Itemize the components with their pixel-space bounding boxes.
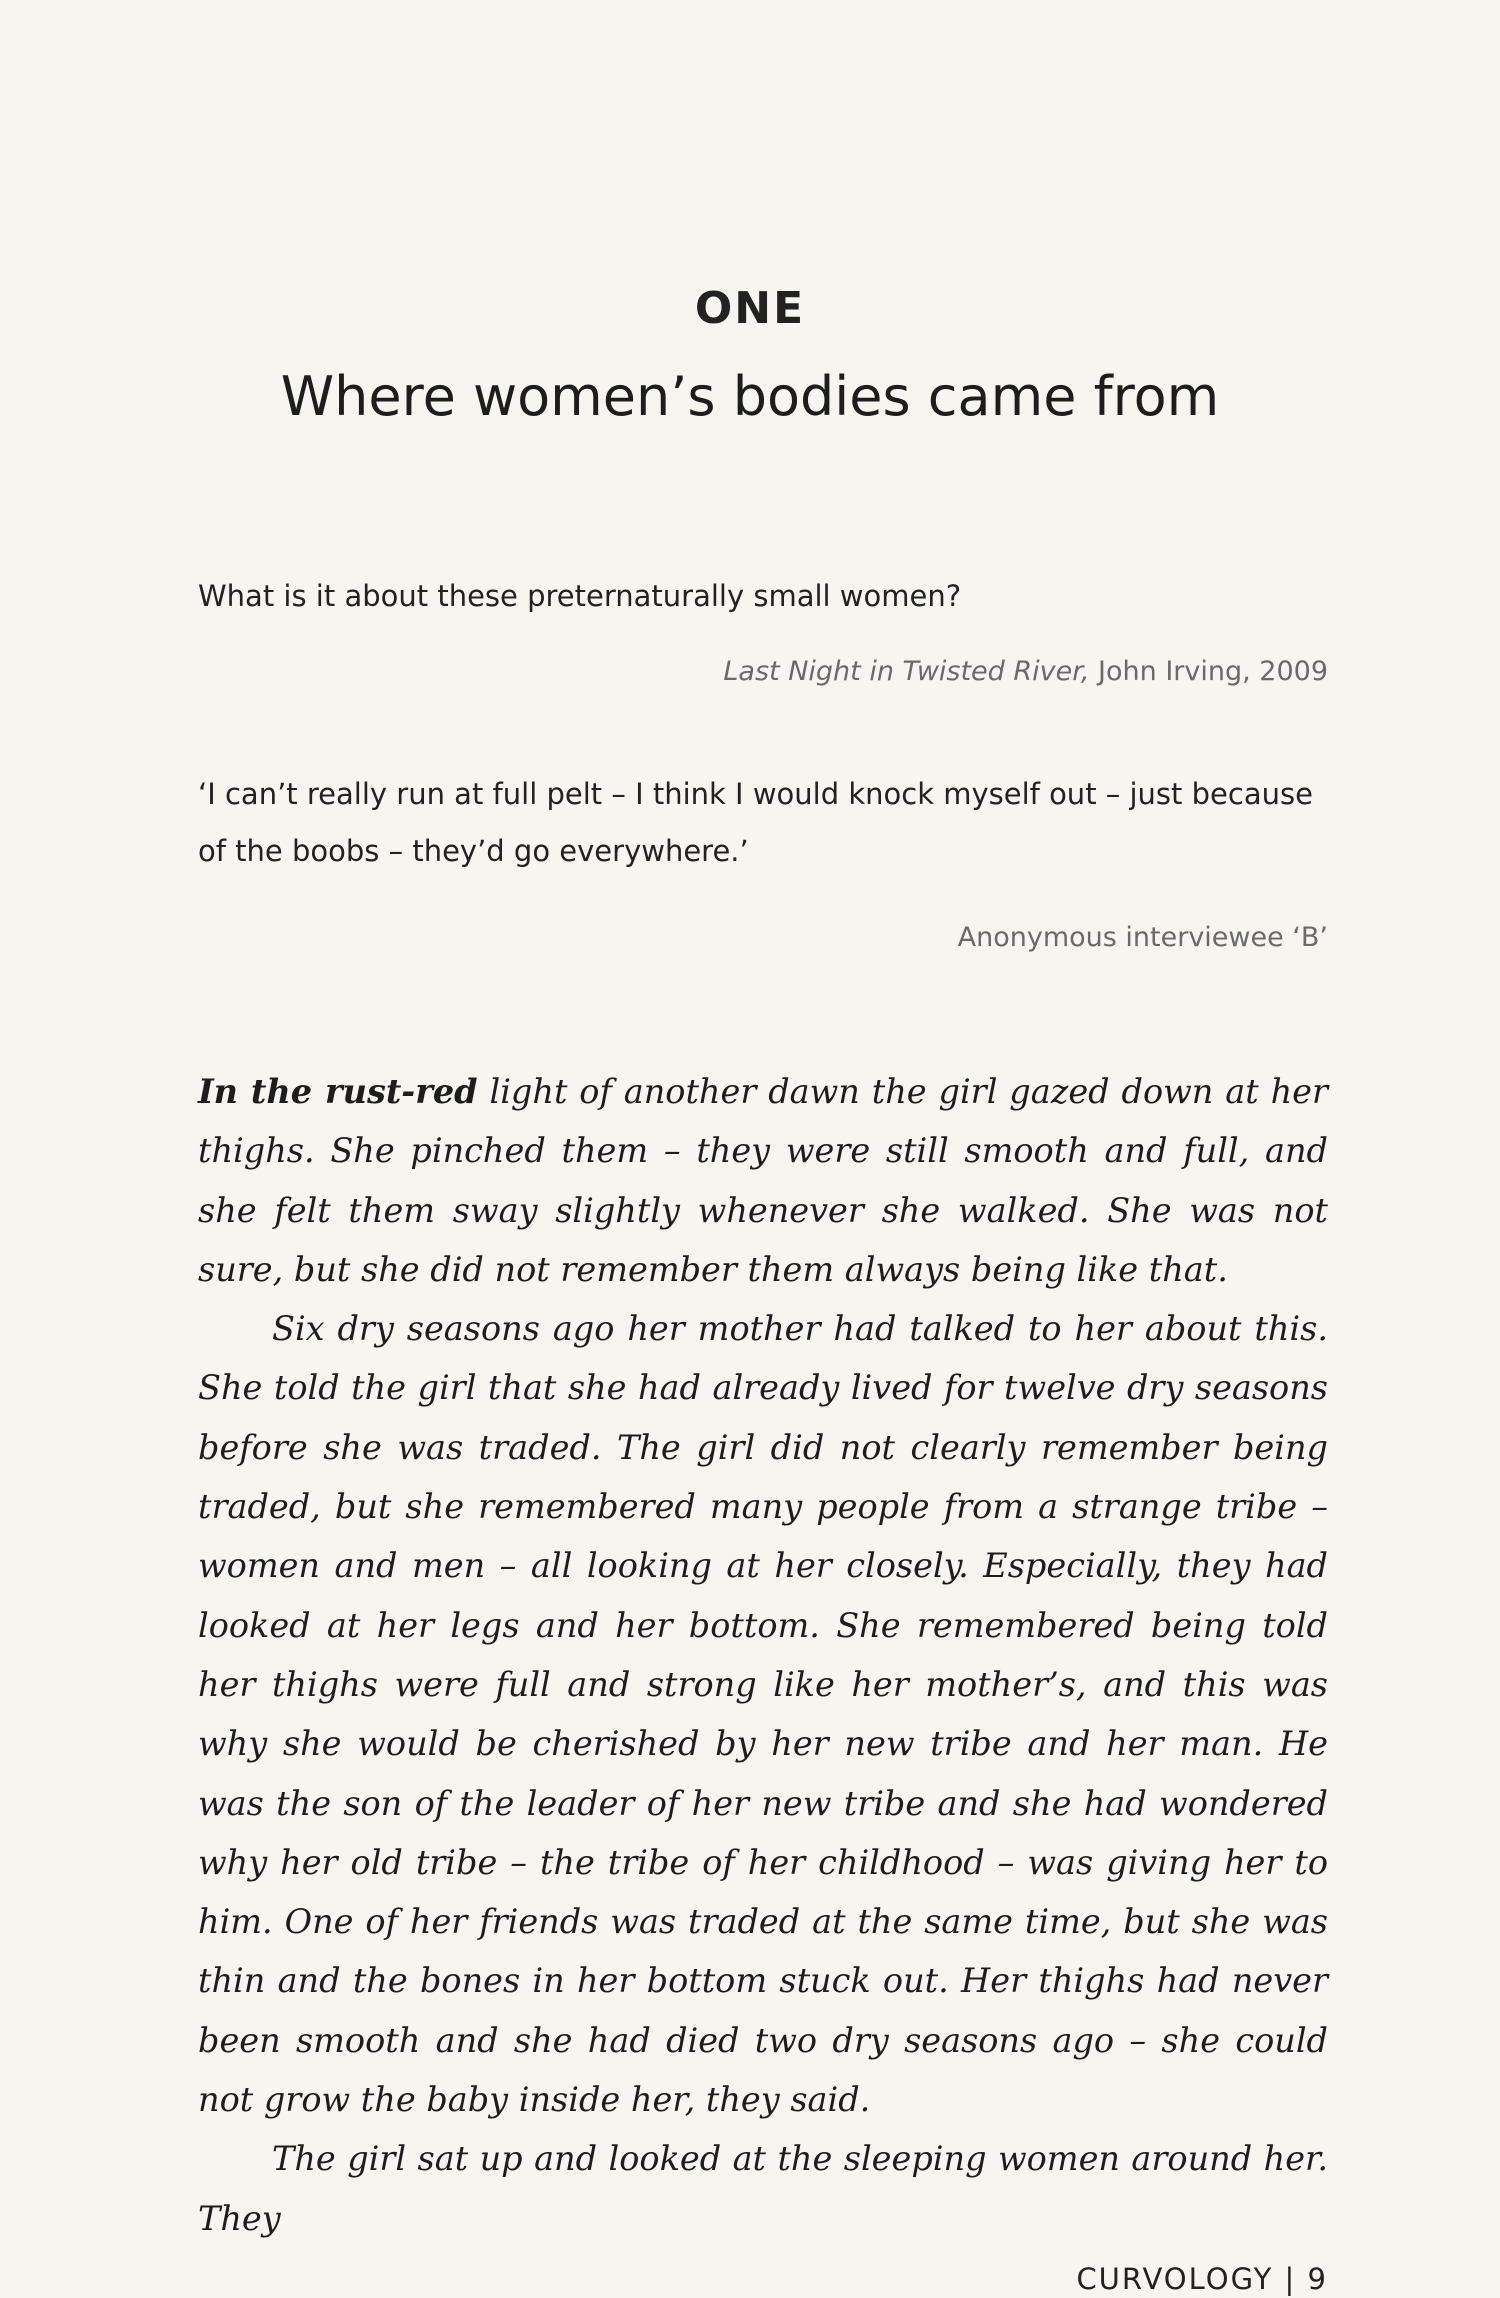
attribution-book-title: Last Night in Twisted River, [723, 656, 1090, 687]
paragraph-2: Six dry seasons ago her mother had talked to her about this. She told the girl that she had already lived for twelve dry seasons before she was traded. The girl did not clearly remember being traded, but she remembered many people from a strange tribe – women and men – all looking at her closely. Especially, they had looked at her legs and her bottom. She remembered being told her thighs were full and strong like her mother’s, and this was why she would be cherished by her new tribe and her man. He was the son of the leader of her new tribe and she had wondered why her old tribe – the tribe of her childhood – was giving her to him. One of her friends was traded at the same time, but she was thin and the bones in her bottom stuck out. Her thighs had never been smooth and she had died two dry seasons ago – she could not grow the baby inside her, they said. [198, 1309, 1328, 2120]
epigraph-quote-1: What is it about these preternaturally small women? [198, 579, 962, 613]
chapter-title: Where women’s bodies came from [280, 365, 1220, 428]
epigraph-attribution-2: Anonymous interviewee ‘B’ [957, 922, 1328, 953]
paragraph-3: The girl sat up and looked at the sleeping women around her. They [198, 2139, 1328, 2238]
chapter-body [198, 1062, 1328, 2248]
paragraph-1 [198, 1062, 1328, 1299]
attribution-author-year: John Irving, 2009 [1089, 656, 1328, 687]
page-footer [1076, 2262, 1328, 2296]
chapter-number: ONE [694, 283, 806, 334]
lead-in: In the rust-red [198, 1072, 478, 1111]
page-number: 9 [1307, 2262, 1328, 2296]
epigraph-quote-2: ‘I can’t really run at full pelt – I think I would knock myself out – just because of the boobs – they’d go everywhere.’ [198, 777, 1313, 868]
running-head: CURVOLOGY [1076, 2262, 1274, 2296]
epigraph-attribution-1 [723, 656, 1328, 687]
folio-separator: | [1284, 2262, 1297, 2296]
paragraph-1-text: light of another dawn the girl gazed down at her thighs. She pinched them – they were still smooth and full, and she felt them sway slightly whenever she walked. She was not sure, but she did not remember them always being like that. [198, 1072, 1328, 1289]
